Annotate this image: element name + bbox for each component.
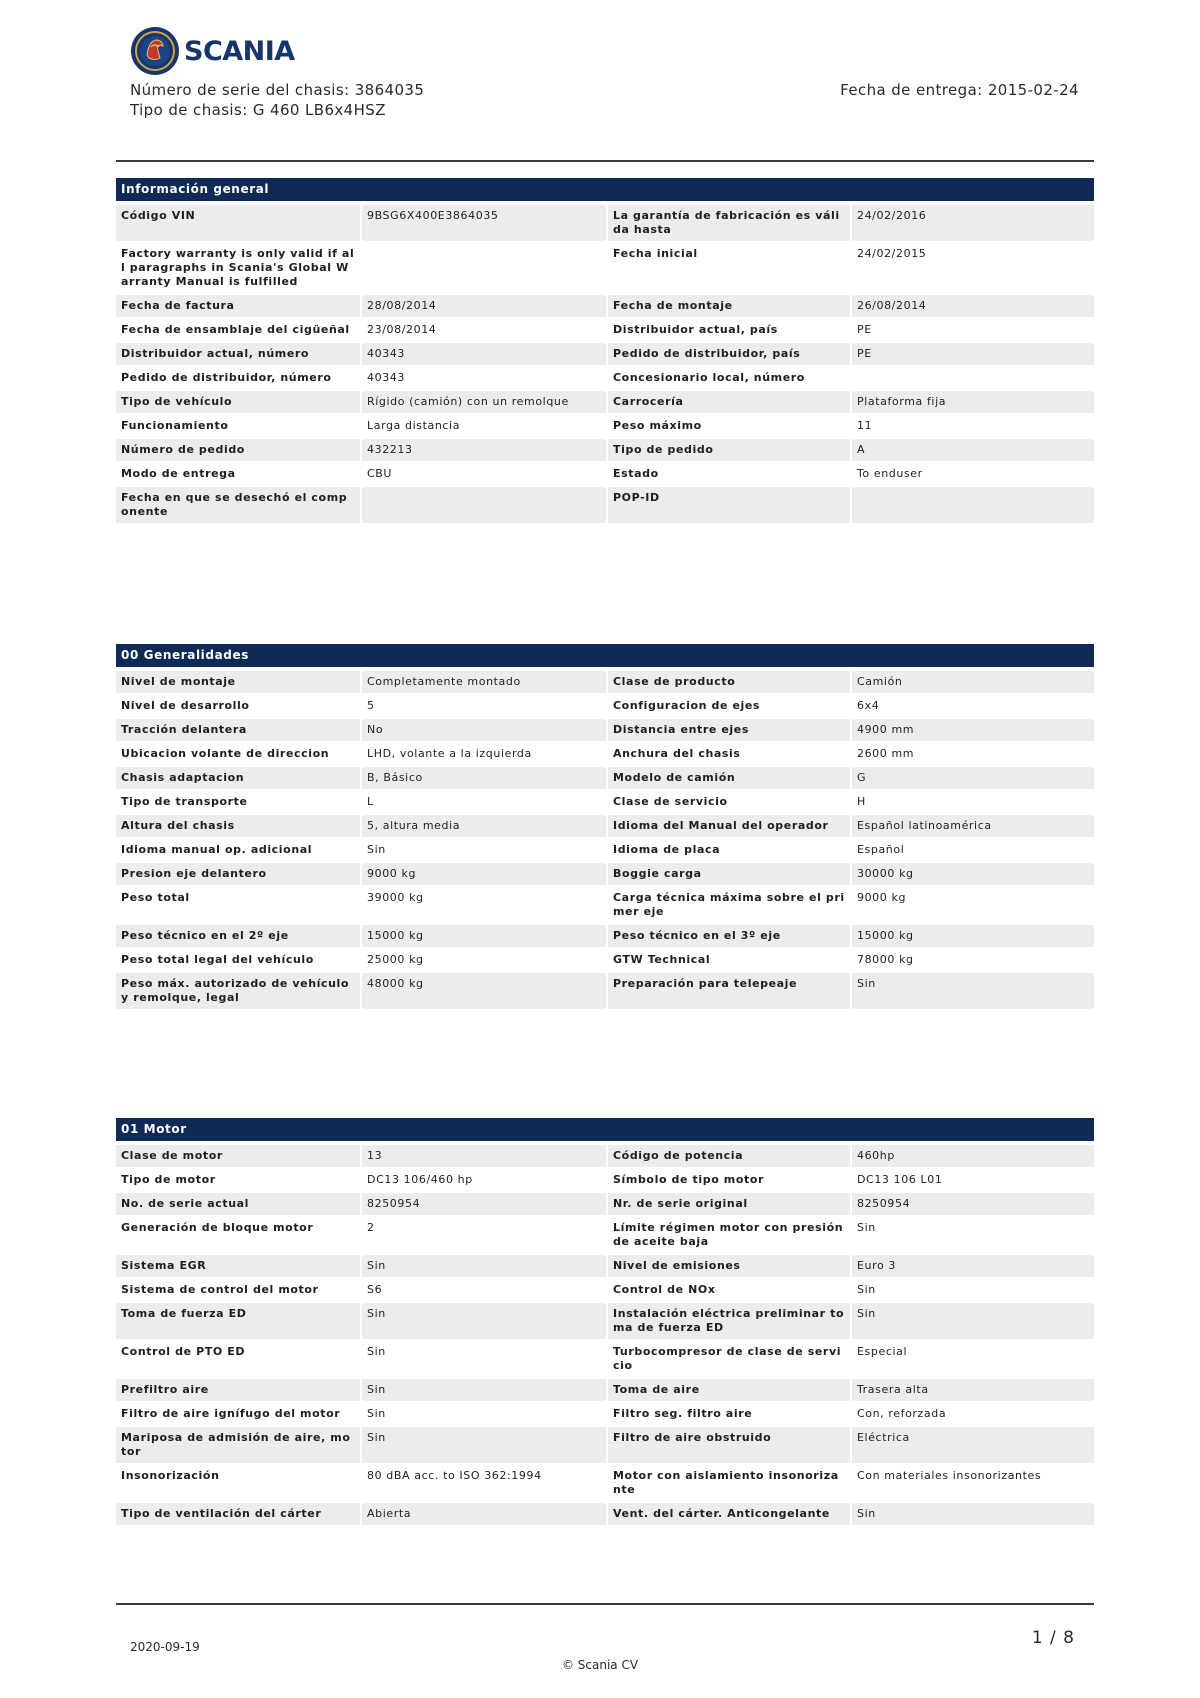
field-value: Abierta [362,1503,606,1525]
logo-wordmark: SCANIA [184,36,295,67]
table-row [116,767,1094,789]
field-label: Altura del chasis [116,815,360,837]
field-label: Distribuidor actual, número [116,343,360,365]
field-label: Nr. de serie original [608,1193,850,1215]
spec-table [114,203,1096,525]
table-row [116,925,1094,947]
table-row [116,839,1094,861]
field-value: 48000 kg [362,973,606,1009]
table-row [116,1303,1094,1339]
field-label: Instalación eléctrica preliminar toma de fuerza ED [608,1303,850,1339]
field-value: 9000 kg [362,863,606,885]
field-label: Idioma manual op. adicional [121,843,313,856]
table-row [116,343,1094,365]
field-label: Control de NOx [613,1283,716,1296]
field-label: Filtro seg. filtro aire [613,1407,753,1420]
print-date: 2020-09-19 [130,1640,200,1654]
table-row [116,973,1094,1009]
field-value: 2600 mm [856,747,915,760]
field-label: Clase de motor [116,1145,360,1167]
field-value: Larga distancia [367,419,461,432]
field-label: Filtro de aire ignífugo del motor [121,1407,341,1420]
field-value: Sin [367,1407,386,1420]
field-label: Número de pedido [116,439,360,461]
field-value [362,243,606,293]
field-value: 6x4 [856,699,880,712]
scania-logo [129,25,319,77]
field-value: Con, reforzada [856,1407,947,1420]
field-label: Nivel de emisiones [608,1255,850,1277]
field-value: Especial [856,1345,908,1358]
field-value: 40343 [367,371,405,384]
field-label: Nivel de montaje [116,671,360,693]
field-label: Generación de bloque motor [121,1221,314,1234]
field-value: 13 [362,1145,606,1167]
table-row [116,1145,1094,1167]
field-label: Idioma de placa [613,843,721,856]
field-value: L [367,795,374,808]
chassis-info [130,80,424,120]
field-value: DC13 106/460 hp [367,1173,473,1186]
table-row [116,487,1094,523]
field-label: Código de potencia [608,1145,850,1167]
field-label: Vent. del cárter. Anticongelante [608,1503,850,1525]
field-label: Toma de fuerza ED [116,1303,360,1339]
field-label: Boggie carga [608,863,850,885]
field-label: Peso máx. autorizado de vehículo y remolque, legal [116,973,360,1009]
field-value [852,487,1094,523]
field-value: LHD, volante a la izquierda [367,747,532,760]
table-row [116,1427,1094,1463]
table-row [116,863,1094,885]
field-value: To enduser [856,467,923,480]
delivery-date [840,80,1079,100]
field-value: H [856,795,866,808]
field-value: PE [856,323,872,336]
field-label: Presion eje delantero [116,863,360,885]
field-label: Fecha inicial [613,247,698,260]
field-label: Pedido de distribuidor, número [121,371,332,384]
field-value: Sin [852,973,1094,1009]
field-value: 8250954 [362,1193,606,1215]
delivery-date-value: 2015-02-24 [987,81,1079,99]
field-value: 432213 [362,439,606,461]
field-value: Sin [852,1303,1094,1339]
field-label: Límite régimen motor con presión de aceite baja [613,1221,844,1248]
field-label: Pedido de distribuidor, país [608,343,850,365]
field-label: Fecha de montaje [608,295,850,317]
field-label: Clase de producto [608,671,850,693]
field-label: Sistema EGR [116,1255,360,1277]
table-row [116,439,1094,461]
field-label: Modo de entrega [121,467,236,480]
field-value: G [852,767,1094,789]
field-value: 28/08/2014 [362,295,606,317]
field-label: Peso máximo [613,419,702,432]
field-label: Peso total legal del vehículo [121,953,314,966]
field-value: Sin [362,1427,606,1463]
field-value: Eléctrica [852,1427,1094,1463]
field-value: 24/02/2016 [852,205,1094,241]
footer-divider [116,1603,1094,1605]
field-label: Turbocompresor de clase de servicio [613,1345,842,1372]
field-value: 24/02/2015 [856,247,927,260]
field-label: Tipo de transporte [121,795,248,808]
field-value: 9000 kg [856,891,907,904]
field-value: S6 [367,1283,383,1296]
field-value: Sin [362,1303,606,1339]
field-value: A [852,439,1094,461]
field-label: Toma de aire [608,1379,850,1401]
field-label: Tipo de vehículo [116,391,360,413]
field-label: Control de PTO ED [121,1345,246,1358]
field-label: Peso total [121,891,190,904]
table-row [116,671,1094,693]
field-label: Fecha de factura [116,295,360,317]
table-row [116,319,1094,341]
table-row [116,949,1094,971]
section-motor [116,1118,1094,1527]
field-label: Tipo de motor [121,1173,216,1186]
field-value: Sin [362,1255,606,1277]
field-label: Distancia entre ejes [608,719,850,741]
delivery-date-label: Fecha de entrega: [840,81,983,99]
field-label: Clase de servicio [613,795,728,808]
chassis-serial-label: Número de serie del chasis: [130,81,350,99]
chassis-serial-value: 3864035 [354,81,425,99]
field-value: Sin [852,1503,1094,1525]
field-value: 40343 [362,343,606,365]
field-label: Concesionario local, número [613,371,805,384]
field-label: Código VIN [116,205,360,241]
field-label: Estado [613,467,659,480]
table-row [116,1193,1094,1215]
field-value: Sin [362,1379,606,1401]
field-value: PE [852,343,1094,365]
table-row [116,1341,1094,1377]
table-row [116,1503,1094,1525]
field-label: Peso técnico en el 2º eje [116,925,360,947]
field-value: No [362,719,606,741]
table-row [116,367,1094,389]
table-row [116,415,1094,437]
field-value: Completamente montado [362,671,606,693]
field-value: Euro 3 [852,1255,1094,1277]
section-title: 00 Generalidades [116,644,1094,667]
field-label: Preparación para telepeaje [608,973,850,1009]
field-value: CBU [367,467,393,480]
field-value: 9BSG6X400E3864035 [362,205,606,241]
field-label: Distribuidor actual, país [613,323,778,336]
field-label: Carga técnica máxima sobre el primer eje [613,891,845,918]
field-value [362,487,606,523]
field-value: 5, altura media [362,815,606,837]
field-value: Español latinoamérica [852,815,1094,837]
table-row [116,887,1094,923]
section-title: 01 Motor [116,1118,1094,1141]
field-label: Anchura del chasis [613,747,741,760]
chassis-type-value: G 460 LB6x4HSZ [252,101,386,119]
field-value: Rígido (camión) con un remolque [362,391,606,413]
table-row [116,1169,1094,1191]
field-value: Con materiales insonorizantes [856,1469,1042,1482]
table-row [116,1379,1094,1401]
field-value: 8250954 [852,1193,1094,1215]
field-value: Sin [856,1221,876,1234]
table-row [116,295,1094,317]
chassis-type-label: Tipo de chasis: [130,101,248,119]
section-title: Información general [116,178,1094,201]
table-row [116,1279,1094,1301]
field-label: Fecha en que se desechó el componente [116,487,360,523]
table-row [116,243,1094,293]
section-generalidades [116,644,1094,1011]
field-label: GTW Technical [613,953,711,966]
field-value: 2 [367,1221,375,1234]
field-value: Español [856,843,905,856]
field-label: La garantía de fabricación es válida hasta [608,205,850,241]
page-number: 1 / 8 [1031,1628,1075,1648]
field-value: 4900 mm [852,719,1094,741]
field-label: Símbolo de tipo motor [613,1173,765,1186]
table-row [116,1403,1094,1425]
field-label: Insonorización [121,1469,220,1482]
field-value: 11 [856,419,873,432]
field-value: Trasera alta [852,1379,1094,1401]
table-row [116,1217,1094,1253]
field-label: Mariposa de admisión de aire, motor [116,1427,360,1463]
field-value: Camión [852,671,1094,693]
field-label: Tipo de pedido [608,439,850,461]
field-value: 80 dBA acc. to ISO 362:1994 [367,1469,542,1482]
field-label: POP-ID [608,487,850,523]
field-value: 39000 kg [367,891,424,904]
field-value: B, Básico [362,767,606,789]
field-value: Plataforma fija [852,391,1094,413]
spec-table [114,1143,1096,1527]
table-row [116,791,1094,813]
header-divider [116,160,1094,162]
table-row [116,205,1094,241]
field-label: Idioma del Manual del operador [608,815,850,837]
field-label: Prefiltro aire [116,1379,360,1401]
table-row [116,463,1094,485]
table-row [116,719,1094,741]
field-value: 30000 kg [852,863,1094,885]
table-row [116,815,1094,837]
field-value: 460hp [852,1145,1094,1167]
table-row [116,1255,1094,1277]
field-label: Filtro de aire obstruido [608,1427,850,1463]
field-label: Ubicacion volante de direccion [121,747,330,760]
field-value: 5 [367,699,375,712]
field-value: 78000 kg [856,953,914,966]
table-row [116,1465,1094,1501]
field-label: Factory warranty is only valid if all paragraphs in Scania's Global Warranty Manual is fulfilled [121,247,355,288]
field-label: Fecha de ensamblaje del cigüeñal [121,323,350,336]
table-row [116,391,1094,413]
field-value: Sin [367,843,386,856]
spec-table [114,669,1096,1011]
field-value: 23/08/2014 [367,323,437,336]
field-value: 26/08/2014 [852,295,1094,317]
field-value: DC13 106 L01 [856,1173,943,1186]
field-label: Modelo de camión [608,767,850,789]
field-label: Nivel de desarrollo [121,699,250,712]
field-value: 15000 kg [362,925,606,947]
field-value: 15000 kg [852,925,1094,947]
field-label: No. de serie actual [116,1193,360,1215]
table-row [116,695,1094,717]
field-label: Chasis adaptacion [116,767,360,789]
field-label: Sistema de control del motor [121,1283,319,1296]
section-informacion-general [116,178,1094,525]
field-value: Sin [856,1283,876,1296]
field-value [852,367,1094,389]
field-value: Sin [367,1345,386,1358]
field-label: Peso técnico en el 3º eje [608,925,850,947]
field-label: Tracción delantera [116,719,360,741]
field-label: Carrocería [608,391,850,413]
field-value: 25000 kg [367,953,424,966]
table-row [116,743,1094,765]
field-label: Motor con aislamiento insonorizante [613,1469,839,1496]
field-label: Configuracion de ejes [613,699,761,712]
field-label: Tipo de ventilación del cárter [116,1503,360,1525]
copyright: © Scania CV [561,1658,639,1672]
field-label: Funcionamiento [121,419,229,432]
